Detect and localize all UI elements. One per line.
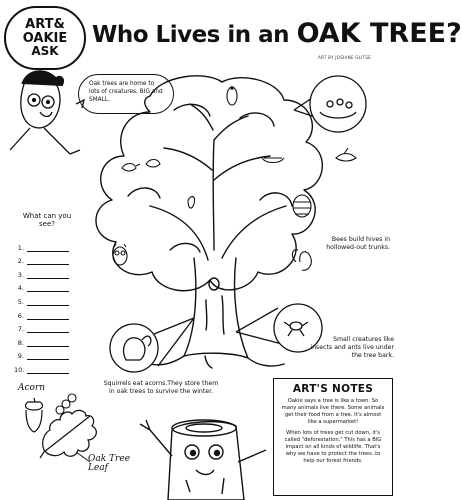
answer-line[interactable] xyxy=(27,351,69,360)
owl-icon xyxy=(113,244,127,265)
squirrels-fact: Squirrels eat acorns.They store them in oak trees to survive the winter. xyxy=(103,380,219,396)
caterpillar-icon xyxy=(56,394,76,414)
boy-character xyxy=(10,71,84,154)
answer-line[interactable] xyxy=(27,297,69,306)
bird-icon xyxy=(188,197,195,209)
answer-row[interactable] xyxy=(14,360,69,374)
answer-row[interactable] xyxy=(14,306,69,320)
bird-icon xyxy=(146,160,160,168)
answer-row[interactable] xyxy=(14,347,69,361)
small-creatures-fact: Small creatures like insects and ants live under the tree bark. xyxy=(310,336,394,360)
worksheet-question: What can you see? xyxy=(22,212,72,229)
bird-icon xyxy=(227,87,237,105)
answer-number: 8. xyxy=(17,338,24,347)
answer-number: 10. xyxy=(14,365,25,374)
answer-row[interactable] xyxy=(14,252,69,266)
oak-leaf-icon xyxy=(40,410,96,458)
answer-line[interactable] xyxy=(27,365,69,374)
answer-number: 2. xyxy=(17,257,24,266)
answer-line[interactable] xyxy=(27,256,69,265)
title-part-1: Who Lives in an xyxy=(92,22,290,48)
answer-line[interactable] xyxy=(27,283,69,292)
nest-zoom-bubble xyxy=(294,76,366,132)
title-part-2: OAK TREE? xyxy=(296,18,462,49)
answer-list xyxy=(14,238,69,374)
tree-trunk xyxy=(184,258,248,358)
bird-icon xyxy=(122,164,140,172)
answer-row[interactable] xyxy=(14,292,69,306)
nest-icon xyxy=(262,158,284,163)
beehive-icon xyxy=(293,195,311,217)
answer-number: 7. xyxy=(17,325,24,334)
answer-row[interactable] xyxy=(14,333,69,347)
answer-row[interactable] xyxy=(14,279,69,293)
notes-paragraph-2: When lots of trees get cut down, it's called "deforestation." This has a BIG impact on all kinds of wildlife. That's why we have to protect the trees..to help our forest friends. xyxy=(284,430,382,465)
tree-stump-character xyxy=(140,420,266,500)
answer-line[interactable] xyxy=(27,243,69,252)
speech-bubble: Oak trees are home to lots of creatures, BIG and SMALL. xyxy=(78,74,174,114)
answer-number: 4. xyxy=(17,284,24,293)
answer-line[interactable] xyxy=(27,270,69,279)
badge-line-1: ART& xyxy=(25,17,65,33)
answer-row[interactable] xyxy=(14,320,69,334)
acorn-label: Acorn xyxy=(18,383,46,393)
answer-number: 6. xyxy=(17,311,24,320)
answer-line[interactable] xyxy=(27,324,69,333)
answer-number: 5. xyxy=(17,297,24,306)
bird-icon xyxy=(336,148,356,161)
answer-line[interactable] xyxy=(27,338,69,347)
notes-title: ART'S NOTES xyxy=(292,383,374,395)
answer-line[interactable] xyxy=(27,311,69,320)
artist-credit: ART BY JOSIANE GLITSE xyxy=(318,55,372,60)
answer-number: 9. xyxy=(17,352,24,361)
squirrel-zoom-bubble xyxy=(110,318,194,372)
answer-row[interactable] xyxy=(14,238,69,252)
answer-number: 3. xyxy=(17,270,24,279)
answer-row[interactable] xyxy=(14,265,69,279)
answer-number: 1. xyxy=(17,243,24,252)
bees-fact: Bees build hives in hollowed-out trunks. xyxy=(326,236,390,252)
oak-leaf-label: Oak Tree Leaf xyxy=(88,454,131,474)
acorn-icon xyxy=(26,398,43,432)
arts-notes-box xyxy=(273,378,393,496)
badge-line-2: OAKIE xyxy=(22,30,68,46)
notes-paragraph-1: Oakie says a tree is like a town. So many animals live there. Some animals get their food from a tree. It's almost like a supermarket! xyxy=(281,398,385,426)
badge-line-3: ASK xyxy=(31,44,59,59)
